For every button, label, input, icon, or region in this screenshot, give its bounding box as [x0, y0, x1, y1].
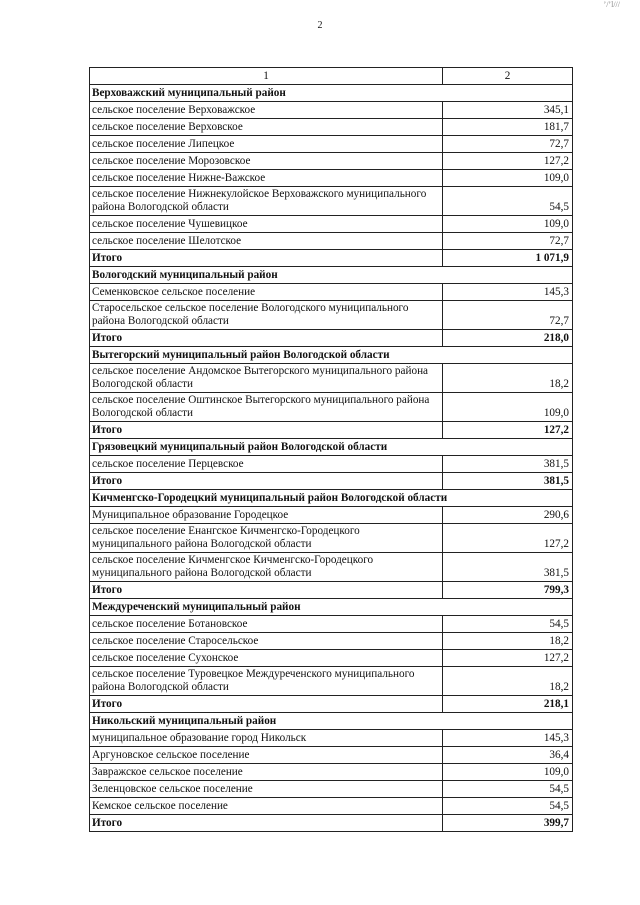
- settlement-row: [90, 781, 573, 798]
- settlement-value: 72,7: [443, 136, 573, 153]
- settlement-name: сельское поселение Ботановское: [90, 616, 443, 633]
- settlement-row: [90, 364, 573, 393]
- settlement-name: сельское поселение Туровецкое Междуреченского муниципального района Вологодской области: [90, 667, 443, 696]
- settlement-name: Семенковское сельское поселение: [90, 284, 443, 301]
- district-row: [90, 85, 573, 102]
- corner-mark: ʼ/ʼl///: [603, 0, 620, 9]
- settlement-value: 54,5: [443, 781, 573, 798]
- settlement-value: 345,1: [443, 102, 573, 119]
- total-value: 127,2: [443, 422, 573, 439]
- settlement-row: [90, 798, 573, 815]
- settlement-name: сельское поселение Шелотское: [90, 233, 443, 250]
- settlement-value: 18,2: [443, 633, 573, 650]
- settlement-row: [90, 119, 573, 136]
- total-label: Итого: [90, 582, 443, 599]
- total-label: Итого: [90, 422, 443, 439]
- district-name: Кичменгско-Городецкий муниципальный район Вологодской области: [90, 490, 573, 507]
- settlement-row: [90, 393, 573, 422]
- settlement-value: 381,5: [443, 456, 573, 473]
- settlement-value: 36,4: [443, 747, 573, 764]
- settlement-row: [90, 616, 573, 633]
- total-value: 381,5: [443, 473, 573, 490]
- settlement-name: Муниципальное образование Городецкое: [90, 507, 443, 524]
- total-row: [90, 696, 573, 713]
- settlement-name: сельское поселение Андомское Вытегорского муниципального района Вологодской области: [90, 364, 443, 393]
- settlement-value: 127,2: [443, 524, 573, 553]
- settlement-row: [90, 170, 573, 187]
- total-label: Итого: [90, 815, 443, 832]
- total-row: [90, 582, 573, 599]
- district-name: Никольский муниципальный район: [90, 713, 573, 730]
- settlement-value: 72,7: [443, 301, 573, 330]
- column-1-header: 1: [90, 68, 443, 85]
- district-name: Междуреченский муниципальный район: [90, 599, 573, 616]
- total-value: 218,1: [443, 696, 573, 713]
- total-row: [90, 422, 573, 439]
- settlement-name: сельское поселение Енангское Кичменгско-Городецкого муниципального района Вологодской области: [90, 524, 443, 553]
- page-number: 2: [317, 20, 323, 31]
- settlement-row: [90, 136, 573, 153]
- settlement-value: 127,2: [443, 650, 573, 667]
- settlement-name: сельское поселение Нижнекулойское Верховажского муниципального района Вологодской области: [90, 187, 443, 216]
- settlement-row: [90, 633, 573, 650]
- total-value: 218,0: [443, 330, 573, 347]
- district-row: [90, 267, 573, 284]
- total-value: 399,7: [443, 815, 573, 832]
- settlement-value: 54,5: [443, 798, 573, 815]
- settlement-row: [90, 650, 573, 667]
- settlement-value: 109,0: [443, 764, 573, 781]
- column-2-header: 2: [443, 68, 573, 85]
- district-name: Вытегорский муниципальный район Вологодской области: [90, 347, 573, 364]
- settlement-value: 127,2: [443, 153, 573, 170]
- settlement-name: Завражское сельское поселение: [90, 764, 443, 781]
- settlement-value: 72,7: [443, 233, 573, 250]
- total-value: 799,3: [443, 582, 573, 599]
- settlement-row: [90, 187, 573, 216]
- settlement-row: [90, 456, 573, 473]
- settlement-value: 381,5: [443, 553, 573, 582]
- district-row: [90, 599, 573, 616]
- settlement-name: сельское поселение Верховское: [90, 119, 443, 136]
- settlement-value: 145,3: [443, 284, 573, 301]
- settlement-name: Старосельское сельское поселение Вологодского муниципального района Вологодской области: [90, 301, 443, 330]
- settlement-name: сельское поселение Нижне-Важское: [90, 170, 443, 187]
- total-row: [90, 815, 573, 832]
- total-row: [90, 250, 573, 267]
- settlement-value: 181,7: [443, 119, 573, 136]
- settlement-name: Зеленцовское сельское поселение: [90, 781, 443, 798]
- district-name: Верховажский муниципальный район: [90, 85, 573, 102]
- allocation-table: [89, 67, 573, 832]
- district-name: Вологодский муниципальный район: [90, 267, 573, 284]
- settlement-row: [90, 284, 573, 301]
- total-row: [90, 330, 573, 347]
- settlement-name: сельское поселение Липецкое: [90, 136, 443, 153]
- settlement-row: [90, 667, 573, 696]
- settlement-name: сельское поселение Перцевское: [90, 456, 443, 473]
- settlement-value: 109,0: [443, 170, 573, 187]
- settlement-name: сельское поселение Старосельское: [90, 633, 443, 650]
- settlement-row: [90, 507, 573, 524]
- district-name: Грязовецкий муниципальный район Вологодской области: [90, 439, 573, 456]
- settlement-name: сельское поселение Верховажское: [90, 102, 443, 119]
- district-row: [90, 713, 573, 730]
- settlement-value: 290,6: [443, 507, 573, 524]
- settlement-value: 54,5: [443, 616, 573, 633]
- settlement-value: 145,3: [443, 730, 573, 747]
- settlement-name: сельское поселение Оштинское Вытегорского муниципального района Вологодской области: [90, 393, 443, 422]
- settlement-value: 18,2: [443, 667, 573, 696]
- settlement-row: [90, 553, 573, 582]
- settlement-row: [90, 102, 573, 119]
- total-label: Итого: [90, 696, 443, 713]
- district-row: [90, 347, 573, 364]
- settlement-name: сельское поселение Чушевицкое: [90, 216, 443, 233]
- settlement-name: сельское поселение Кичменгское Кичменгско-Городецкого муниципального района Вологодской области: [90, 553, 443, 582]
- total-label: Итого: [90, 473, 443, 490]
- settlement-value: 109,0: [443, 393, 573, 422]
- district-row: [90, 490, 573, 507]
- settlement-name: Аргуновское сельское поселение: [90, 747, 443, 764]
- settlement-value: 109,0: [443, 216, 573, 233]
- settlement-row: [90, 233, 573, 250]
- settlement-row: [90, 301, 573, 330]
- total-value: 1 071,9: [443, 250, 573, 267]
- settlement-name: сельское поселение Морозовское: [90, 153, 443, 170]
- settlement-name: сельское поселение Сухонское: [90, 650, 443, 667]
- table-header-row: [90, 68, 573, 85]
- district-row: [90, 439, 573, 456]
- total-label: Итого: [90, 330, 443, 347]
- settlement-name: муниципальное образование город Никольск: [90, 730, 443, 747]
- settlement-value: 54,5: [443, 187, 573, 216]
- total-label: Итого: [90, 250, 443, 267]
- settlement-row: [90, 764, 573, 781]
- settlement-row: [90, 730, 573, 747]
- settlement-row: [90, 153, 573, 170]
- settlement-value: 18,2: [443, 364, 573, 393]
- settlement-row: [90, 524, 573, 553]
- settlement-row: [90, 216, 573, 233]
- total-row: [90, 473, 573, 490]
- settlement-row: [90, 747, 573, 764]
- settlement-name: Кемское сельское поселение: [90, 798, 443, 815]
